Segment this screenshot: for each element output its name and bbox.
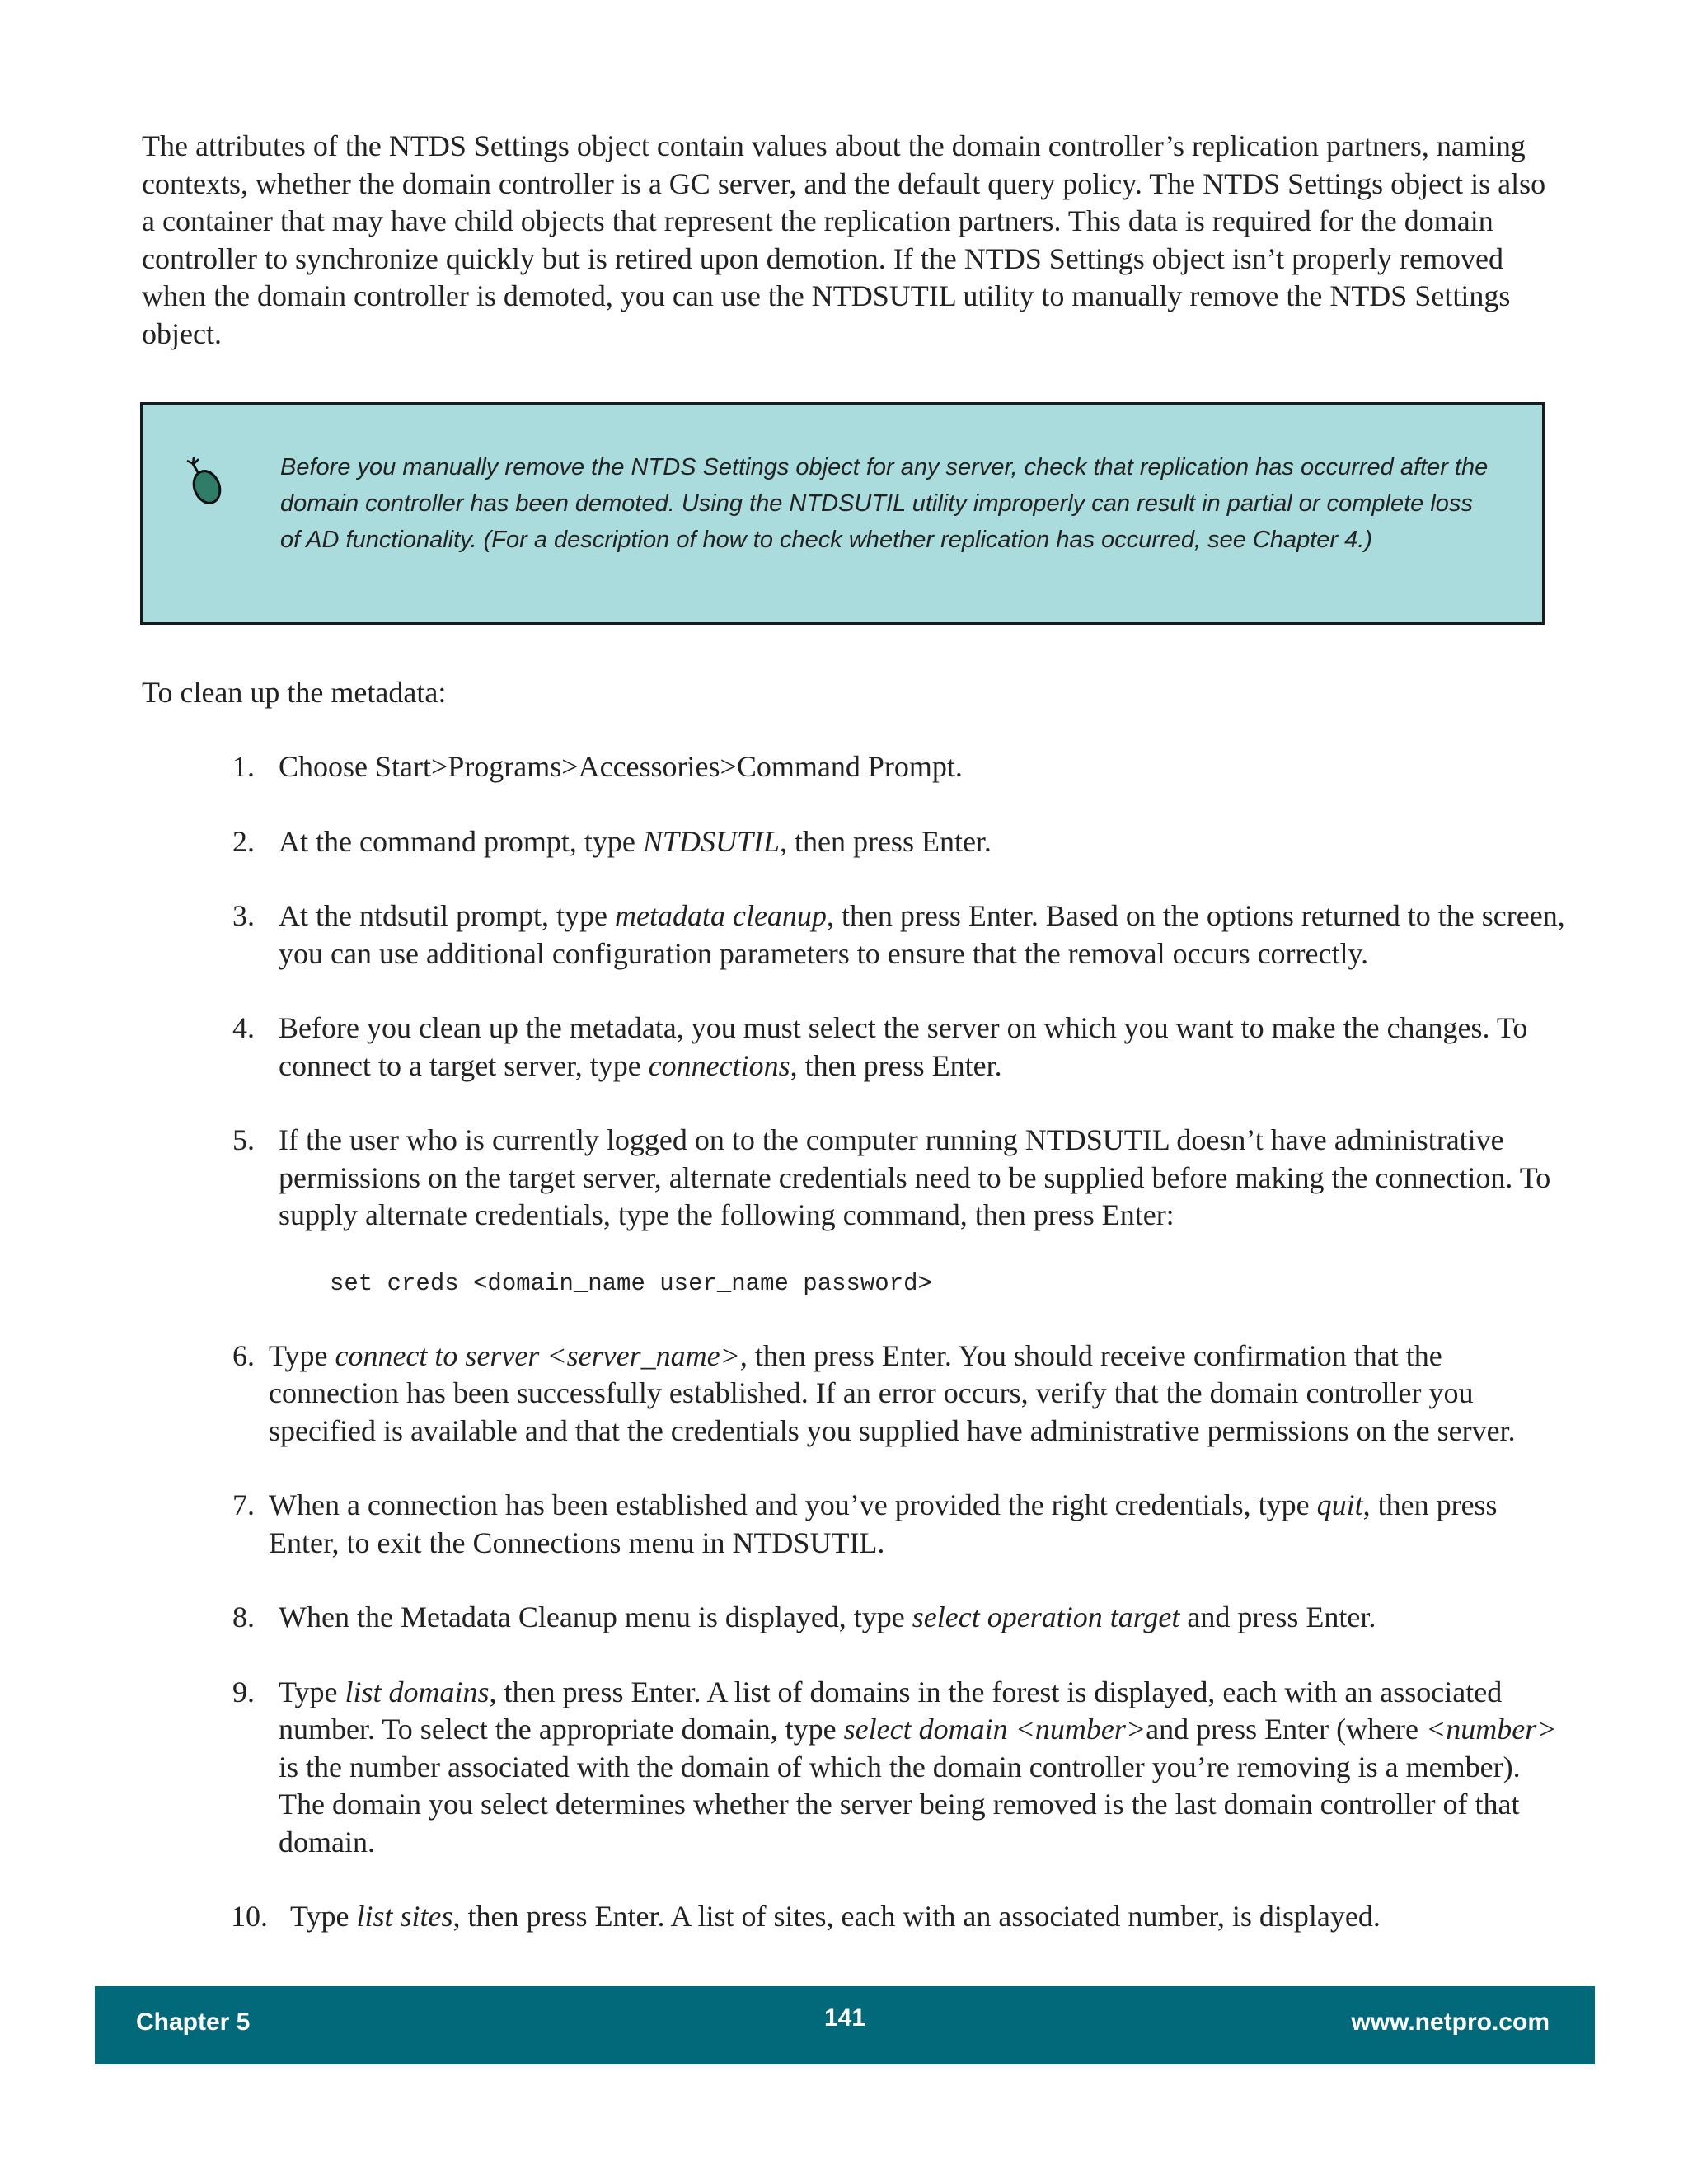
footer-page-number: 141 [823,2004,866,2032]
step-text: At the ntdsutil prompt, type metadata cleanup, then press Enter. Based on the options returned to the screen, you can use additional configuration parameters to ensure that the removal occurs correctly. [279,899,1565,970]
cleanup-steps-list [232,748,1568,1973]
caution-note-text: Before you manually remove the NTDS Settings object for any server, check that replication has occurred after the domain controller has been demoted. Using the NTDSUTIL utility improperly can result in partial or complete loss of AD functionality. (For a description of how to check whether replication has occurred, see Chapter 4.) [280,454,1489,553]
step-number: 3. [232,899,255,932]
step-number: 9. [232,1675,255,1708]
step-text: Choose Start>Programs>Accessories>Command Prompt. [279,750,963,783]
list-item [232,1674,1568,1862]
step-text: If the user who is currently logged on to the computer running NTDSUTIL doesn’t have administrative permissions on the target server, alternate credentials need to be supplied before making the connection. To supply alternate credentials, type the following command, then press Enter: set creds <domain_name user_name password> [232,1122,1568,1301]
list-item [232,1010,1568,1085]
list-item [232,1122,1568,1301]
list-item [232,748,1568,786]
list-item [232,1338,1568,1451]
list-item [232,1487,1568,1562]
step-text: At the command prompt, type NTDSUTIL, then press Enter. [279,824,992,858]
caution-note-box [140,402,1545,625]
list-item [232,823,1568,861]
step-number: 8. [232,1601,255,1633]
step-text: Before you clean up the metadata, you must select the server on which you want to make the changes. To connect to a target server, type connections, then press Enter. [279,1011,1528,1082]
step-text: When the Metadata Cleanup menu is displayed, type select operation target and press Enter. [279,1601,1376,1633]
step-text: When a connection has been established and you’ve provided the right credentials, type quit, then press Enter, to exit the Connections menu in NTDSUTIL. [269,1488,1498,1559]
intro-paragraph: The attributes of the NTDS Settings object contain values about the domain controller’s replication partners, naming contexts, whether the domain controller is a GC server, and the default query policy. The NTDS Settings object is also a container that may have child objects that represent the replication partners. This data is required for the domain controller to synchronize quickly but is retired upon demotion. If the NTDS Settings object isn’t properly removed when the domain controller is demoted, you can use the NTDSUTIL utility to manually remove the NTDS Settings object. [142,129,1546,350]
code-command: set creds <domain_name user_name password> [330,1269,932,1297]
step-text: Type list domains, then press Enter. A list of domains in the forest is displayed, each with an associated number. To select the appropriate domain, type select domain <number>and press Enter (where <number> is the number associated with the domain of which the domain controller you’re removing is a member). The domain you select determines whether the server being removed is the last domain controller of that domain. [279,1675,1557,1858]
step-text: Type connect to server <server_name>, then press Enter. You should receive confirmation that the connection has been successfully established. If an error occurs, verify that the domain controller you specified is available and that the credentials you supplied have administrative permissions on the server. [269,1338,1516,1447]
footer-chapter: Chapter 5 [136,2008,251,2036]
bomb-icon [184,456,227,507]
list-item [232,1599,1568,1637]
step-number: 2. [232,824,255,858]
list-item [232,898,1568,972]
footer-website-link[interactable]: www.netpro.com [1351,2008,1550,2036]
step-number: 5. [232,1123,255,1156]
step-number: 7. [232,1488,255,1521]
step-number: 4. [232,1011,255,1044]
step-number: 1. [232,750,255,783]
step-number: 10. [231,1900,268,1933]
list-item [232,1898,1568,1936]
step-text: Type list sites, then press Enter. A list of sites, each with an associated number, is displayed. [290,1900,1381,1933]
step-number: 6. [232,1338,255,1372]
lead-sentence: To clean up the metadata: [142,676,447,709]
page-footer [95,1986,1595,2064]
